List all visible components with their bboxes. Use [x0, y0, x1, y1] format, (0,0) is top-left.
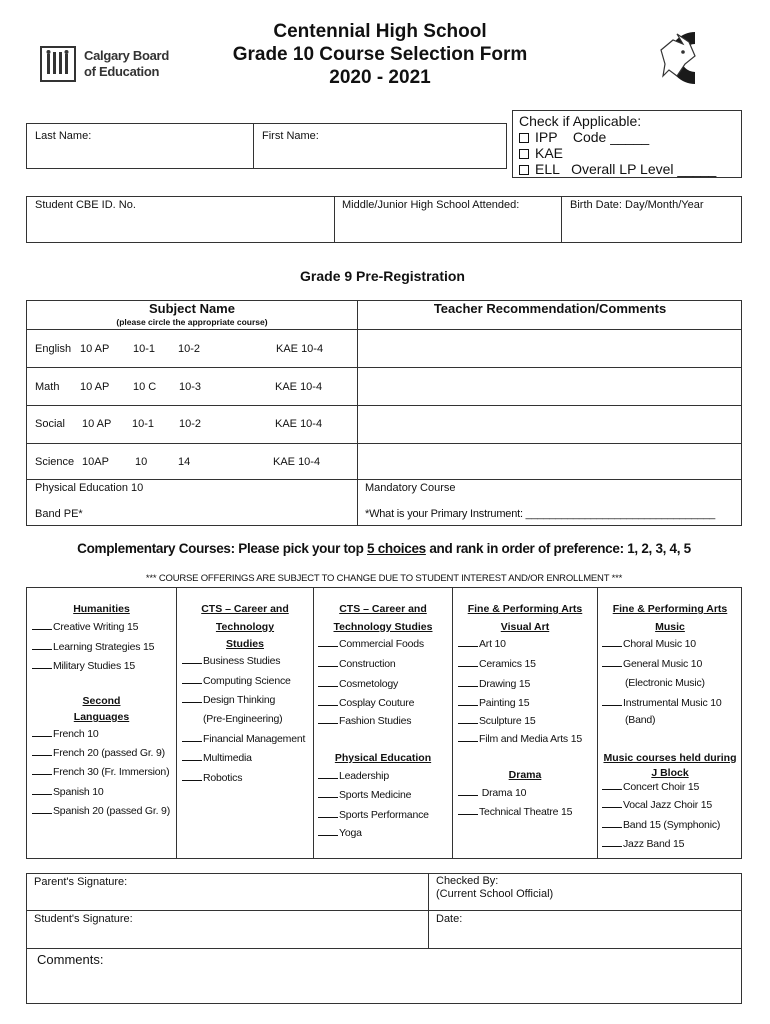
cts2-heading-2: Technology Studies [333, 621, 433, 633]
course-cosmetology[interactable]: Cosmetology [318, 677, 398, 690]
applicable-box [512, 110, 742, 178]
course-option[interactable]: 10-2 [178, 343, 201, 355]
course-option[interactable]: KAE 10-4 [275, 381, 323, 393]
first-name-label: First Name: [262, 130, 319, 142]
course-option[interactable]: 10AP [82, 456, 109, 468]
course-sports-performance[interactable]: Sports Performance [318, 808, 429, 821]
jblock-heading-1: Music courses held during [603, 752, 737, 764]
course-business-studies[interactable]: Business Studies [182, 654, 280, 667]
course-sports-medicine[interactable]: Sports Medicine [318, 788, 411, 801]
last-name-field[interactable] [26, 123, 254, 169]
teacher-header: Teacher Recommendation/Comments [433, 301, 667, 316]
course-ceramics[interactable]: Ceramics 15 [458, 657, 536, 670]
band-comment[interactable]: *What is your Primary Instrument: ________________________________ [365, 508, 716, 520]
course-construction[interactable]: Construction [318, 657, 396, 670]
school-year: 2020 - 2021 [329, 67, 431, 88]
visual-art-heading-1: Fine & Performing Arts [467, 603, 583, 615]
course-option[interactable]: 10-2 [179, 418, 202, 430]
kae-option[interactable]: KAE [519, 145, 741, 161]
course-learning-strategies[interactable]: Learning Strategies 15 [32, 640, 154, 653]
course-leadership[interactable]: Leadership [318, 769, 389, 782]
course-option[interactable]: KAE 10-4 [273, 456, 321, 468]
middle-school-field[interactable] [334, 196, 562, 243]
course-french-10[interactable]: French 10 [32, 727, 98, 740]
course-financial-management[interactable]: Financial Management [182, 732, 305, 745]
course-design-thinking[interactable]: Design Thinking [182, 693, 275, 706]
ell-option[interactable]: ELL Overall LP Level _____ [519, 161, 741, 177]
cts1-heading-3: Studies [226, 638, 264, 650]
course-option[interactable]: 14 [178, 456, 191, 468]
jblock-heading-2: J Block [651, 767, 689, 779]
middle-school-label: Middle/Junior High School Attended: [342, 199, 520, 211]
pe-comment: Mandatory Course [365, 482, 456, 494]
course-instrumental-music[interactable]: Instrumental Music 10 [602, 696, 722, 709]
course-yoga[interactable]: Yoga [318, 826, 362, 839]
ipp-checkbox[interactable] [519, 133, 529, 143]
first-name-field[interactable] [253, 123, 507, 169]
cougar-logo-icon [655, 26, 715, 90]
course-robotics[interactable]: Robotics [182, 771, 242, 784]
subject-subheader: (please circle the appropriate course) [116, 317, 268, 327]
course-option[interactable]: 10-1 [132, 418, 155, 430]
cbe-logo-text: Calgary Board of Education [84, 48, 169, 79]
checked-by-sublabel: (Current School Official) [436, 888, 554, 900]
course-sculpture[interactable]: Sculpture 15 [458, 714, 536, 727]
course-military-studies[interactable]: Military Studies 15 [32, 659, 135, 672]
course-multimedia[interactable]: Multimedia [182, 751, 252, 764]
course-art-10[interactable]: Art 10 [458, 637, 506, 650]
pe-label: Physical Education 10 [35, 482, 144, 494]
course-creative-writing[interactable]: Creative Writing 15 [32, 620, 138, 633]
school-name: Centennial High School [273, 21, 487, 42]
music-heading-1: Fine & Performing Arts [612, 603, 728, 615]
preregistration-title: Grade 9 Pre-Registration [300, 268, 465, 284]
ipp-option[interactable]: IPP Code _____ [519, 129, 741, 145]
parent-signature-field[interactable]: Parent's Signature: [34, 876, 128, 888]
cbe-logo-mark-icon [40, 46, 76, 82]
course-french-20[interactable]: French 20 (passed Gr. 9) [32, 746, 165, 759]
student-id-field[interactable] [26, 196, 335, 243]
course-french-30[interactable]: French 30 (Fr. Immersion) [32, 765, 169, 778]
course-option[interactable]: 10 AP [80, 381, 110, 393]
last-name-label: Last Name: [35, 130, 92, 142]
course-spanish-10[interactable]: Spanish 10 [32, 785, 104, 798]
course-computing-science[interactable]: Computing Science [182, 674, 291, 687]
course-option[interactable]: 10 C [133, 381, 157, 393]
complementary-title: Complementary Courses: Please pick your top 5 choices and rank in order of preference: 1, 2, 3, 4, 5 [77, 541, 691, 556]
cts2-heading-1: CTS – Career and [339, 603, 427, 615]
course-cosplay-couture[interactable]: Cosplay Couture [318, 696, 414, 709]
course-option[interactable]: 10-1 [133, 343, 156, 355]
humanities-heading: Humanities [73, 603, 130, 615]
comments-field[interactable]: Comments: [37, 952, 104, 967]
course-option[interactable]: 10 [135, 456, 148, 468]
student-id-label: Student CBE ID. No. [35, 199, 136, 211]
signature-table [26, 873, 742, 1004]
course-jazz-band[interactable]: Jazz Band 15 [602, 837, 684, 850]
course-option[interactable]: 10 AP [82, 418, 112, 430]
course-commercial-foods[interactable]: Commercial Foods [318, 637, 424, 650]
cts1-heading-2: Technology [215, 621, 275, 633]
course-general-music[interactable]: General Music 10 [602, 657, 702, 670]
ell-checkbox[interactable] [519, 165, 529, 175]
course-vocal-jazz-choir[interactable]: Vocal Jazz Choir 15 [602, 798, 712, 811]
course-choral-music[interactable]: Choral Music 10 [602, 637, 696, 650]
cbe-logo [40, 44, 170, 88]
course-notice: *** COURSE OFFERINGS ARE SUBJECT TO CHANGE DUE TO STUDENT INTEREST AND/OR ENROLLMENT *** [145, 573, 623, 584]
languages-heading-2: Languages [73, 711, 130, 723]
student-signature-field[interactable]: Student's Signature: [34, 913, 133, 925]
course-option[interactable]: KAE 10-4 [276, 343, 324, 355]
course-fashion-studies[interactable]: Fashion Studies [318, 714, 411, 727]
course-painting[interactable]: Painting 15 [458, 696, 529, 709]
course-technical-theatre[interactable]: Technical Theatre 15 [458, 805, 572, 818]
band-label: Band PE* [35, 508, 83, 520]
course-drawing[interactable]: Drawing 15 [458, 677, 530, 690]
date-field[interactable]: Date: [436, 913, 463, 925]
course-film-media[interactable]: Film and Media Arts 15 [458, 732, 582, 745]
applicable-title: Check if Applicable: [519, 113, 642, 129]
course-spanish-20[interactable]: Spanish 20 (passed Gr. 9) [32, 804, 170, 817]
course-electronic-music: (Electronic Music) [625, 677, 705, 689]
course-drama-10[interactable]: Drama 10 [458, 786, 526, 799]
visual-art-heading-2: Visual Art [500, 621, 550, 633]
pe-heading: Physical Education [334, 752, 432, 764]
music-heading-2: Music [655, 621, 685, 633]
kae-checkbox[interactable] [519, 149, 529, 159]
birth-date-field[interactable] [561, 196, 742, 243]
course-option[interactable]: 10-3 [179, 381, 202, 393]
languages-heading-1: Second [82, 695, 121, 707]
course-pre-engineering: (Pre-Engineering) [203, 713, 283, 725]
course-concert-choir[interactable]: Concert Choir 15 [602, 780, 699, 793]
course-band-note: (Band) [625, 714, 656, 726]
course-option[interactable]: 10 AP [80, 343, 110, 355]
course-band-15[interactable]: Band 15 (Symphonic) [602, 818, 720, 831]
subject-header: Subject Name [149, 301, 235, 316]
course-option[interactable]: KAE 10-4 [275, 418, 323, 430]
checked-by-label: Checked By: [436, 875, 499, 887]
form-title: Grade 10 Course Selection Form [232, 44, 528, 65]
birth-date-label: Birth Date: Day/Month/Year [570, 199, 704, 211]
cts1-heading-1: CTS – Career and [201, 603, 289, 615]
drama-heading: Drama [508, 769, 542, 781]
